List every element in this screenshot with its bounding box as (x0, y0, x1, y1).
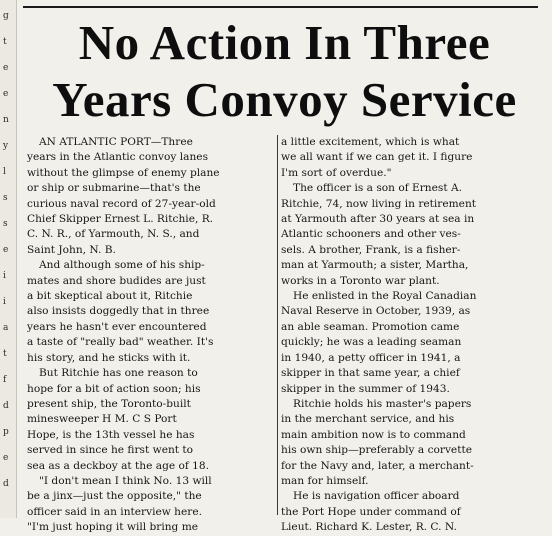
article-line: C. N. R., of Yarmouth, N. S., and (27, 228, 200, 241)
article-column-right (281, 135, 543, 536)
article-line: man for himself. (281, 474, 369, 487)
article-line: main ambition now is to command (281, 428, 466, 441)
article-line: Naval Reserve in October, 1939, as (281, 305, 471, 318)
margin-fragment: n (3, 115, 9, 125)
article-column-left (27, 135, 275, 536)
article-line: without the glimpse of enemy plane (27, 166, 220, 179)
article-line: mates and shore budides are just (27, 274, 206, 287)
margin-fragment: g (3, 11, 9, 21)
margin-fragment: i (3, 297, 6, 307)
article-line: Ritchie, 74, now living in retirement (281, 197, 477, 210)
article-line: we all want if we can get it. I figure (281, 151, 473, 164)
article-line: served in since he first went to (27, 444, 194, 457)
headline (17, 14, 552, 128)
article-line: The officer is a son of Ernest A. (293, 182, 462, 195)
article-line: But Ritchie has one reason to (39, 367, 198, 380)
article-line: Hope, is the 13th vessel he has (27, 428, 195, 441)
article-line: He enlisted in the Royal Canadian (293, 290, 477, 303)
article-line: be a jinx—just the opposite," the (27, 490, 202, 503)
article-line: hope for a bit of action soon; his (27, 382, 201, 395)
adjacent-column-fragment (0, 0, 17, 518)
article-line: minesweeper H M. C S Port (27, 413, 177, 426)
article-line: an able seaman. Promotion came (281, 320, 460, 333)
margin-fragment: s (3, 219, 8, 229)
article-line: a taste of "really bad" weather. It's (27, 336, 214, 349)
article-line: Atlantic schooners and other ves- (281, 228, 461, 241)
margin-fragment: e (3, 89, 9, 99)
article-line: also insists doggedly that in three (27, 305, 210, 318)
article-line: officer said in an interview here. (27, 505, 202, 518)
margin-fragment: s (3, 193, 8, 203)
article-line: the Port Hope under command of (281, 505, 461, 518)
article-line: a little excitement, which is what (281, 136, 460, 148)
article-line: sea as a deckboy at the age of 18. (27, 459, 210, 472)
article-line: at Yarmouth after 30 years at sea in (281, 213, 475, 226)
newspaper-clipping (17, 0, 552, 534)
article-line: sels. A brother, Frank, is a fisher- (281, 243, 461, 256)
article-line: I'm sort of overdue." (281, 166, 392, 179)
article-line: a bit skeptical about it, Ritchie (27, 290, 193, 303)
article-line: Saint John, N. B. (27, 243, 116, 256)
article-line: Lieut. Richard K. Lester, R. C. N. (281, 521, 457, 534)
column-divider (277, 135, 278, 515)
article-line: "I don't mean I think No. 13 will (39, 474, 212, 487)
article-line: his story, and he sticks with it. (27, 351, 191, 364)
article-line: years he hasn't ever encountered (27, 320, 207, 333)
article-line: skipper in the summer of 1943. (281, 382, 450, 395)
margin-fragment: d (3, 479, 9, 489)
article-line: his own ship—preferably a corvette (281, 444, 472, 457)
article-line: quickly; he was a leading seaman (281, 336, 462, 349)
article-line: man at Yarmouth; a sister, Martha, (281, 259, 469, 272)
article-line: or ship or submarine—that's the (27, 182, 201, 195)
article-line: Chief Skipper Ernest L. Ritchie, R. (27, 213, 214, 226)
article-line: skipper in that same year, a chief (281, 367, 460, 380)
article-line: And although some of his ship- (39, 259, 205, 272)
margin-fragment: y (3, 141, 9, 151)
margin-fragment: a (3, 323, 9, 333)
article-line: works in a Toronto war plant. (281, 274, 440, 287)
article-line: Ritchie holds his master's papers (293, 397, 472, 410)
margin-fragment: l (3, 167, 6, 177)
headline-line-1: No Action In Three (78, 15, 491, 70)
article-line: "I'm just hoping it will bring me (27, 521, 199, 534)
margin-fragment: d (3, 401, 9, 411)
margin-fragment: e (3, 453, 9, 463)
article-line: in the merchant service, and his (281, 413, 455, 426)
margin-fragment: f (3, 375, 7, 385)
margin-fragment: t (3, 349, 7, 359)
margin-fragment: i (3, 271, 6, 281)
headline-line-2: Years Convoy Service (52, 72, 517, 127)
article-line: He is navigation officer aboard (293, 490, 460, 503)
article-line: years in the Atlantic convoy lanes (27, 151, 209, 164)
article-line: curious naval record of 27-year-old (27, 197, 216, 210)
article-line: present ship, the Toronto-built (27, 397, 191, 410)
article-line: for the Navy and, later, a merchant- (281, 459, 474, 472)
article-line: AN ATLANTIC PORT—Three (39, 136, 193, 148)
margin-fragment: e (3, 63, 9, 73)
margin-fragment: e (3, 245, 9, 255)
margin-fragment: p (3, 427, 9, 437)
article-line: in 1940, a petty officer in 1941, a (281, 351, 461, 364)
margin-fragment: t (3, 37, 7, 47)
top-rule (23, 6, 538, 8)
